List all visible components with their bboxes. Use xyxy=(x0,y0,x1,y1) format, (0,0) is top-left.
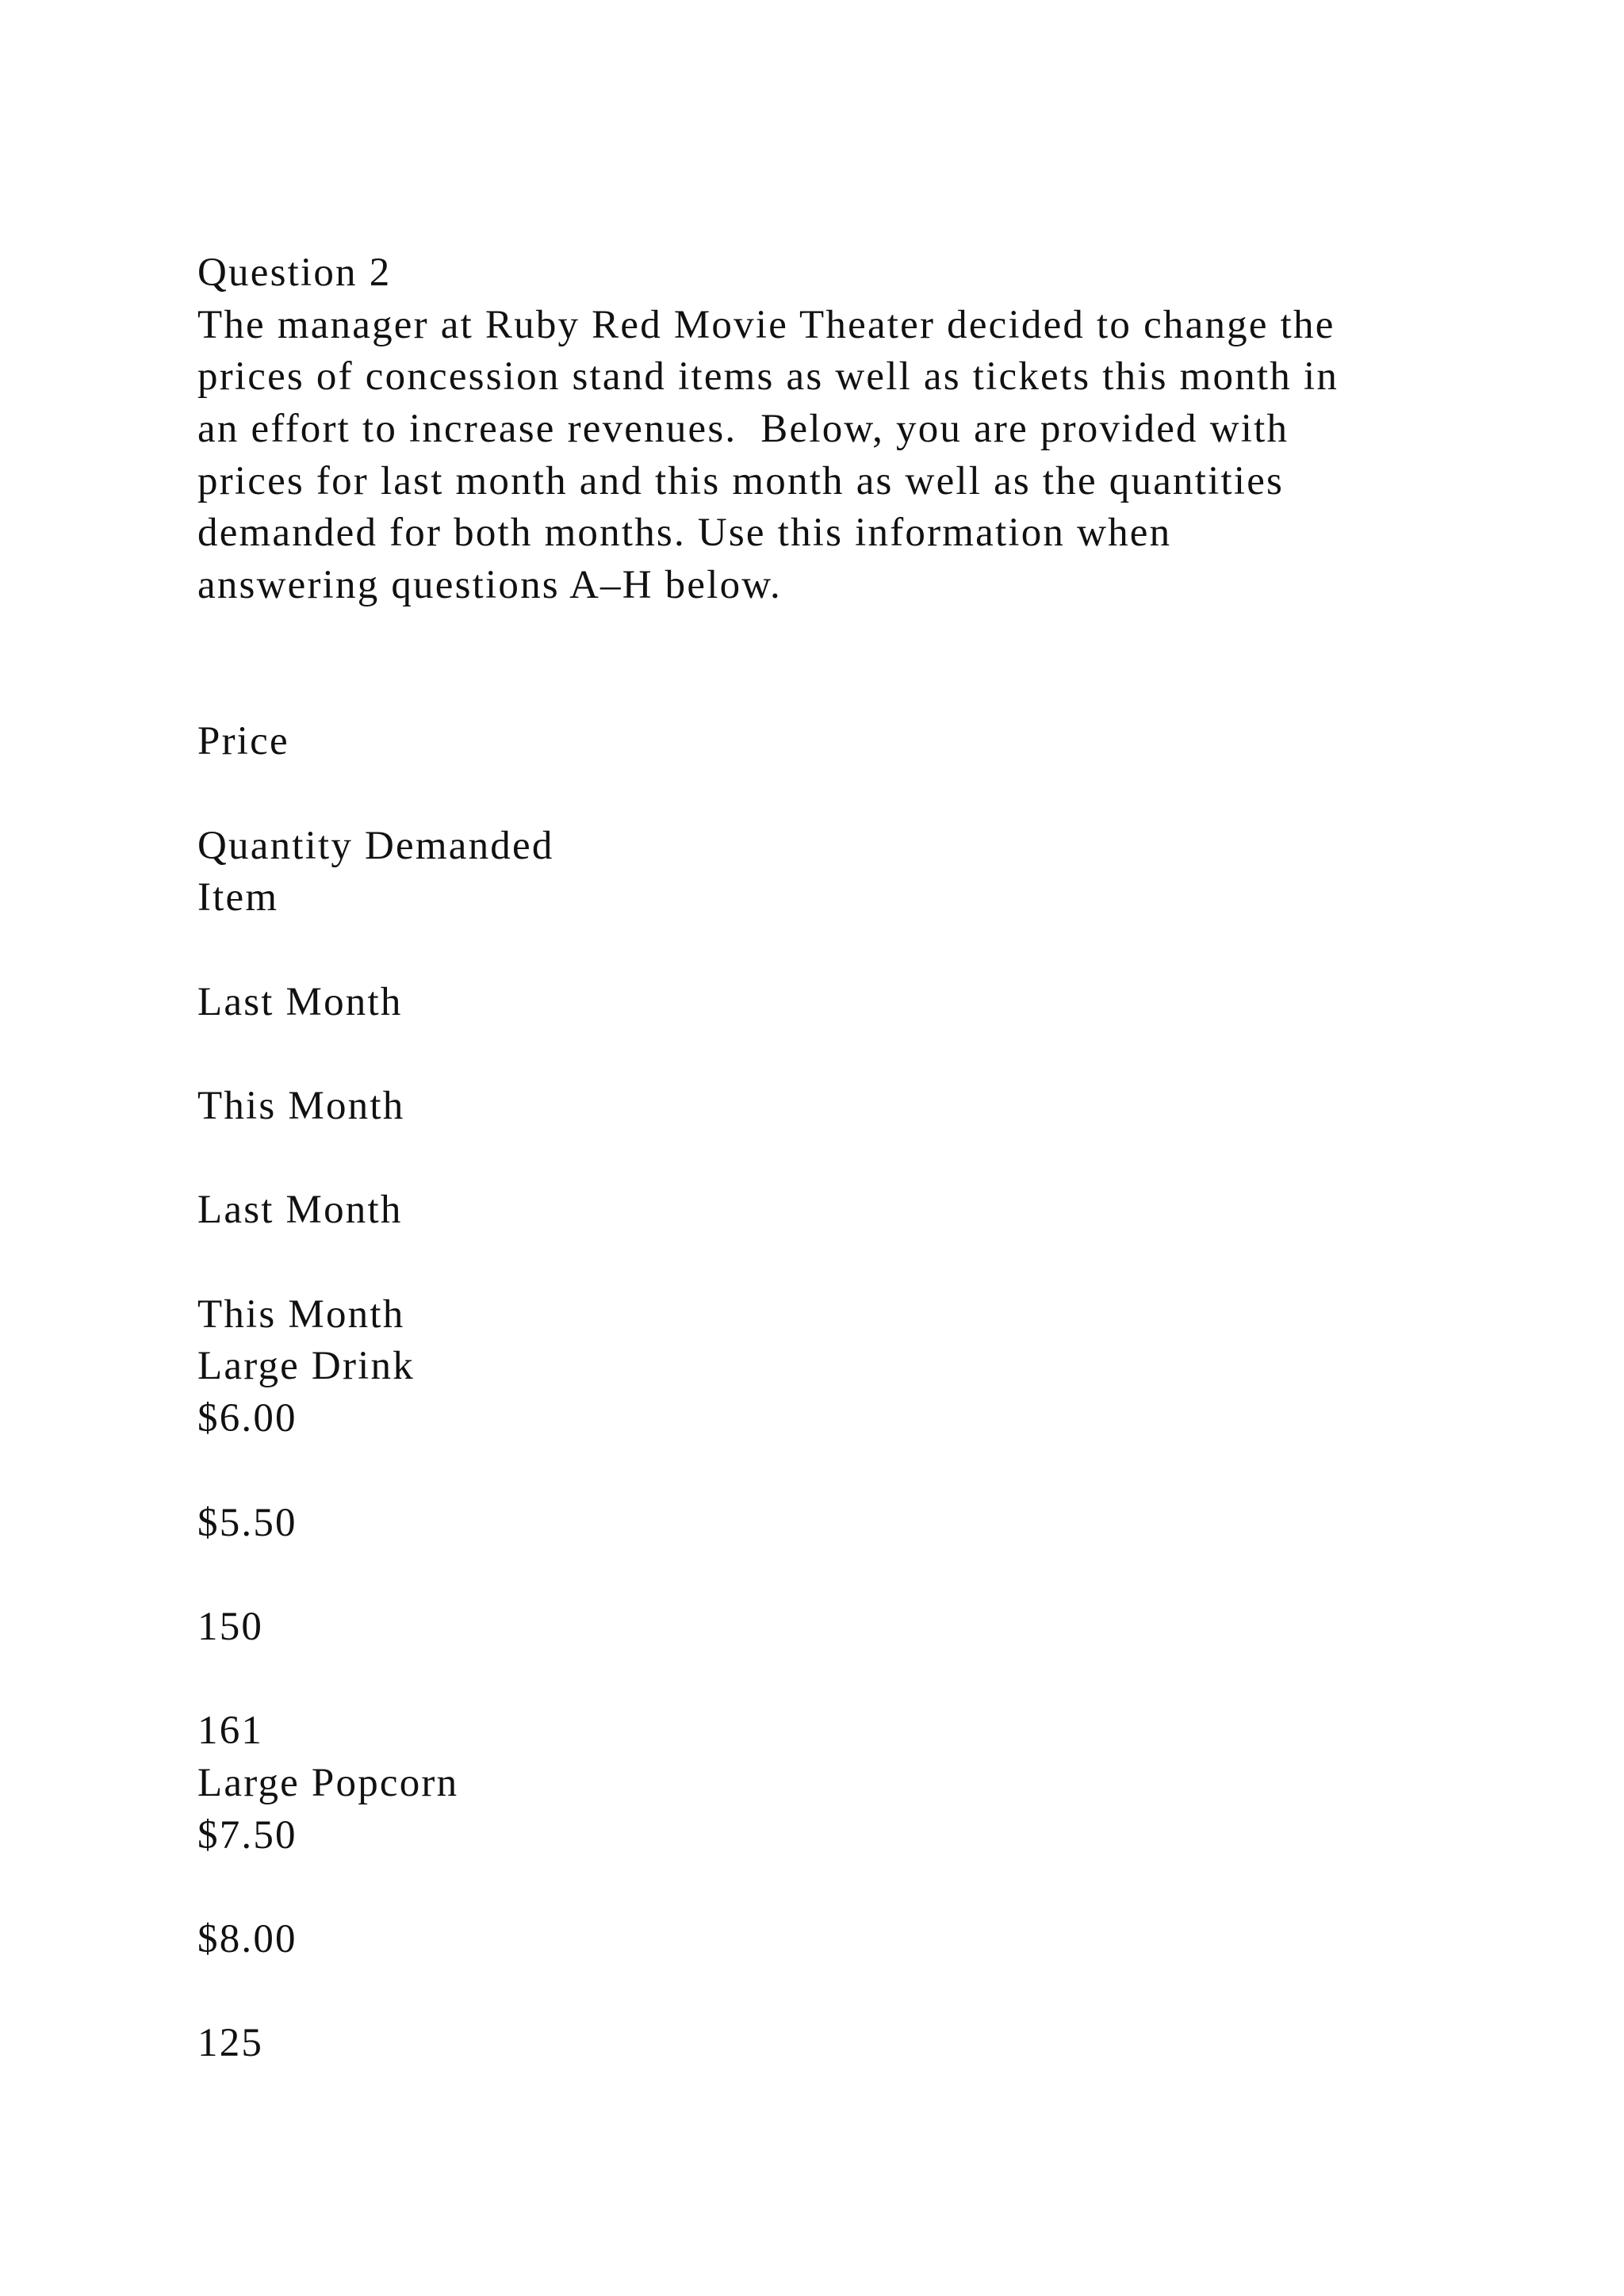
row-qty-this-month: 161 xyxy=(197,1709,264,1754)
paragraph-line: answering questions A–H below. xyxy=(197,563,782,608)
data-table xyxy=(197,716,1545,2070)
blank-line xyxy=(197,1549,1545,1601)
blank-line xyxy=(197,1237,1545,1289)
column-header-qty-this-month: This Month xyxy=(197,1292,405,1337)
blank-line xyxy=(197,1028,1545,1081)
row-price-this-month: $5.50 xyxy=(197,1500,297,1545)
row-qty-last-month: 150 xyxy=(197,1604,264,1649)
blank-line xyxy=(197,1654,1545,1706)
blank-line xyxy=(197,1445,1545,1498)
row-price-last-month: $7.50 xyxy=(197,1812,297,1858)
table-row xyxy=(197,1758,1545,2070)
blank-line xyxy=(197,768,1545,821)
blank-line xyxy=(197,924,1545,977)
blank-line xyxy=(197,1862,1545,1914)
paragraph-line: demanded for both months. Use this information when xyxy=(197,511,1172,556)
column-header-price-last-month: Last Month xyxy=(197,979,403,1024)
row-item-name: Large Popcorn xyxy=(197,1760,459,1805)
row-price-last-month: $6.00 xyxy=(197,1396,297,1441)
paragraph-line: an effort to increase revenues. Below, you are provided with xyxy=(197,407,1289,452)
column-header-qty-last-month: Last Month xyxy=(197,1188,403,1233)
question-paragraph xyxy=(197,300,1545,612)
paragraph-line: prices for last month and this month as well as the quantities xyxy=(197,458,1285,503)
table-row xyxy=(197,1341,1545,1758)
document-page xyxy=(197,247,1545,2070)
paragraph-line: prices of concession stand items as well as tickets this month in xyxy=(197,354,1339,400)
blank-line xyxy=(197,612,1545,664)
blank-line xyxy=(197,664,1545,717)
row-qty-last-month: 125 xyxy=(197,2021,264,2066)
row-item-name: Large Drink xyxy=(197,1344,415,1389)
row-price-this-month: $8.00 xyxy=(197,1917,297,1961)
column-header-item: Item xyxy=(197,875,279,920)
blank-line xyxy=(197,1133,1545,1185)
question-title: Question 2 xyxy=(197,251,392,295)
paragraph-line: The manager at Ruby Red Movie Theater decided to change the xyxy=(197,302,1335,347)
column-header-price-this-month: This Month xyxy=(197,1084,405,1128)
group-header-quantity: Quantity Demanded xyxy=(197,823,554,868)
group-header-price: Price xyxy=(197,719,289,764)
blank-line xyxy=(197,1966,1545,2019)
